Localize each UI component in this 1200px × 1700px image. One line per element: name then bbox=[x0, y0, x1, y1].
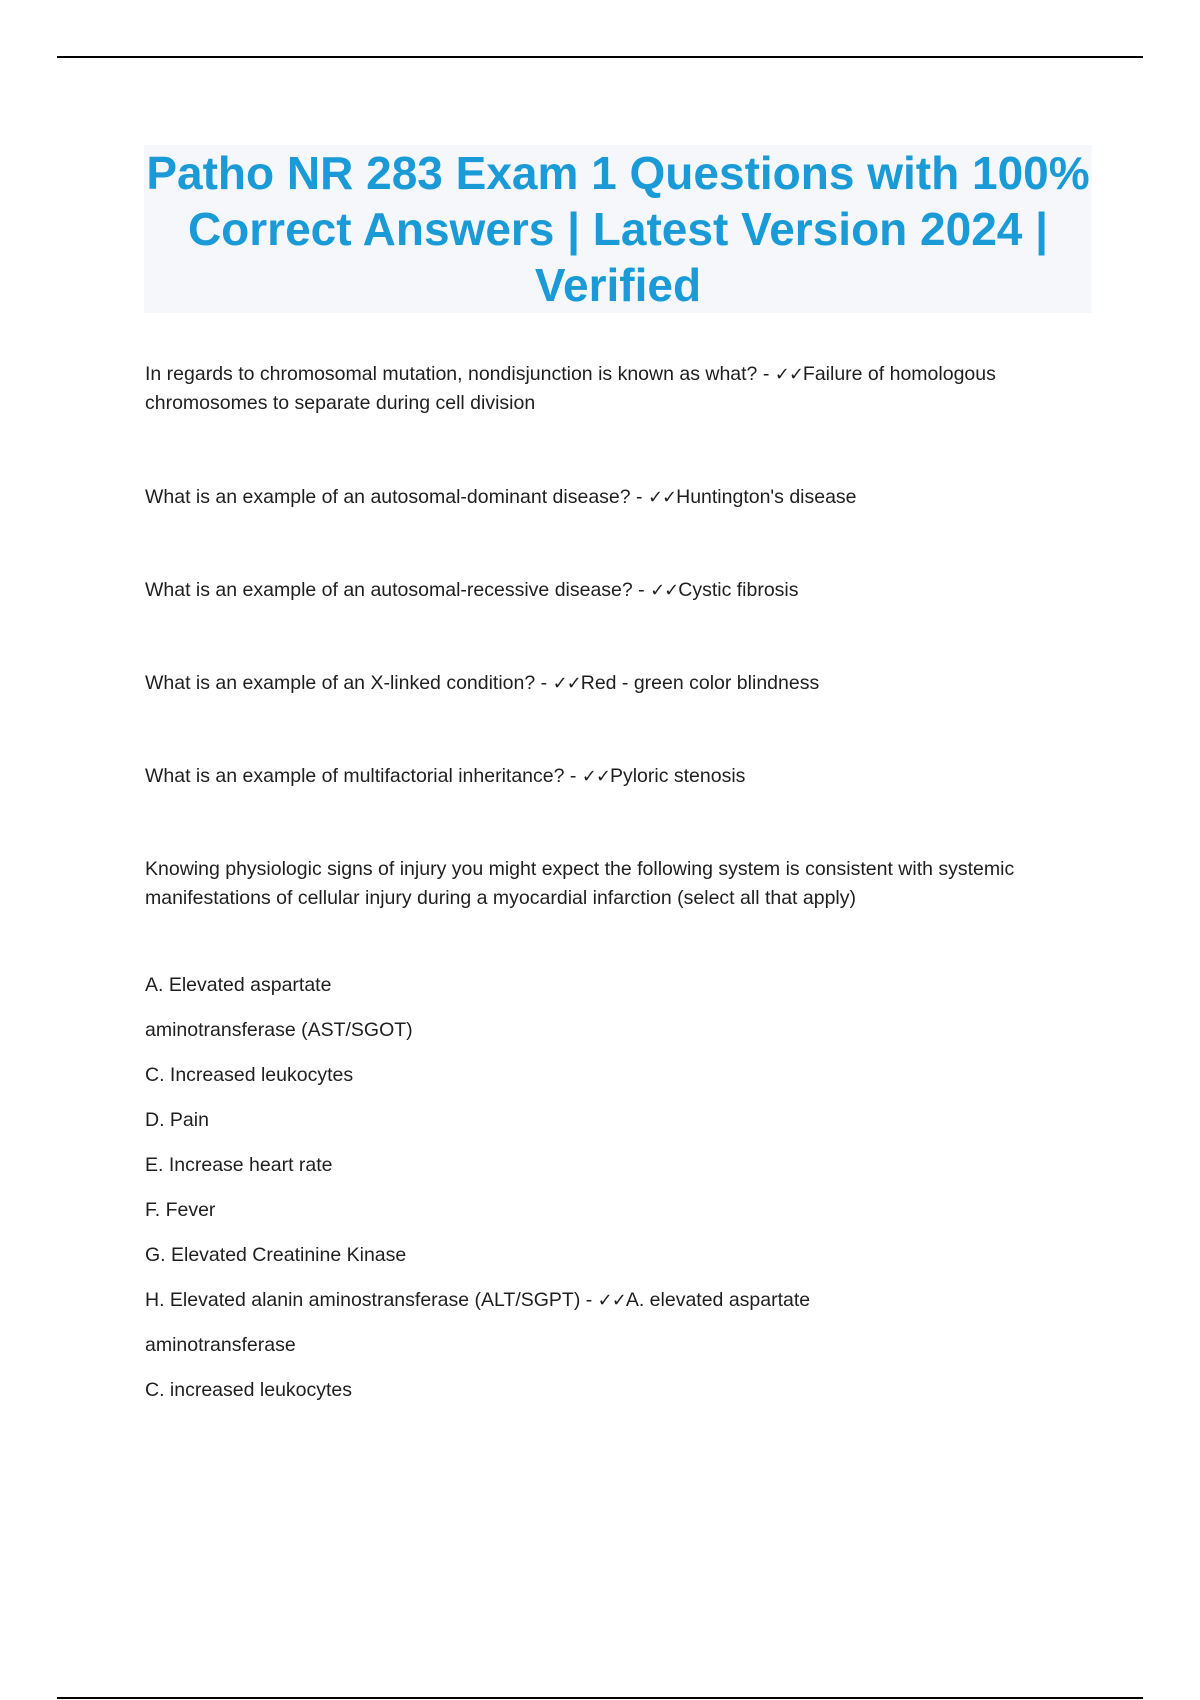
check-icon: ✓✓ bbox=[597, 1290, 626, 1311]
top-rule bbox=[57, 56, 1143, 58]
question-text: In regards to chromosomal mutation, nondisjunction is known as what? - bbox=[145, 363, 775, 385]
qa-item bbox=[145, 576, 1065, 605]
option-line: D. Pain bbox=[145, 1109, 209, 1131]
document-body bbox=[145, 360, 1065, 1421]
answer-line: C. increased leukocytes bbox=[145, 1379, 353, 1401]
answer-text: Huntington's disease bbox=[676, 486, 857, 508]
question-text: What is an example of multifactorial inheritance? - bbox=[145, 765, 582, 787]
option-line: F. Fever bbox=[145, 1199, 216, 1221]
answer-line: aminotransferase bbox=[145, 1334, 296, 1356]
check-icon: ✓✓ bbox=[650, 580, 679, 601]
title-banner bbox=[144, 145, 1092, 313]
option-line-with-answer bbox=[145, 1286, 1065, 1315]
option-text: H. Elevated alanin aminostransferase (ALT/SGPT) - bbox=[145, 1289, 598, 1311]
question-text: What is an example of an X-linked condition? - bbox=[145, 672, 553, 694]
option-line: aminotransferase (AST/SGOT) bbox=[145, 1019, 413, 1041]
option-line: G. Elevated Creatinine Kinase bbox=[145, 1244, 407, 1266]
bottom-rule bbox=[57, 1697, 1143, 1699]
answer-text: Pyloric stenosis bbox=[609, 765, 746, 787]
qa-item bbox=[145, 762, 1065, 791]
check-icon: ✓✓ bbox=[552, 673, 581, 694]
qa-item bbox=[145, 483, 1065, 512]
option-line: A. Elevated aspartate bbox=[145, 974, 332, 996]
option-line: C. Increased leukocytes bbox=[145, 1064, 354, 1086]
answer-text: Red - green color blindness bbox=[580, 672, 820, 694]
question-text: What is an example of an autosomal-dominant disease? - bbox=[145, 486, 648, 508]
check-icon: ✓✓ bbox=[581, 766, 610, 787]
answer-text: Failure of homologous chromosomes to separate during cell division bbox=[145, 363, 996, 414]
answer-text: A. elevated aspartate bbox=[625, 1289, 811, 1311]
document-title: Patho NR 283 Exam 1 Questions with 100% Correct Answers | Latest Version 2024 | Verified bbox=[146, 147, 1090, 311]
answer-text: Cystic fibrosis bbox=[678, 579, 799, 601]
option-line: E. Increase heart rate bbox=[145, 1154, 333, 1176]
check-icon: ✓✓ bbox=[774, 364, 803, 385]
qa-item bbox=[145, 669, 1065, 698]
multi-question-prompt: Knowing physiologic signs of injury you might expect the following system is consistent with systemic manifestations of cellular injury during a myocardial infarction (select all that apply) bbox=[145, 858, 1015, 909]
check-icon: ✓✓ bbox=[647, 487, 677, 508]
question-text: What is an example of an autosomal-recessive disease? - bbox=[145, 579, 651, 601]
qa-item bbox=[145, 360, 1065, 418]
